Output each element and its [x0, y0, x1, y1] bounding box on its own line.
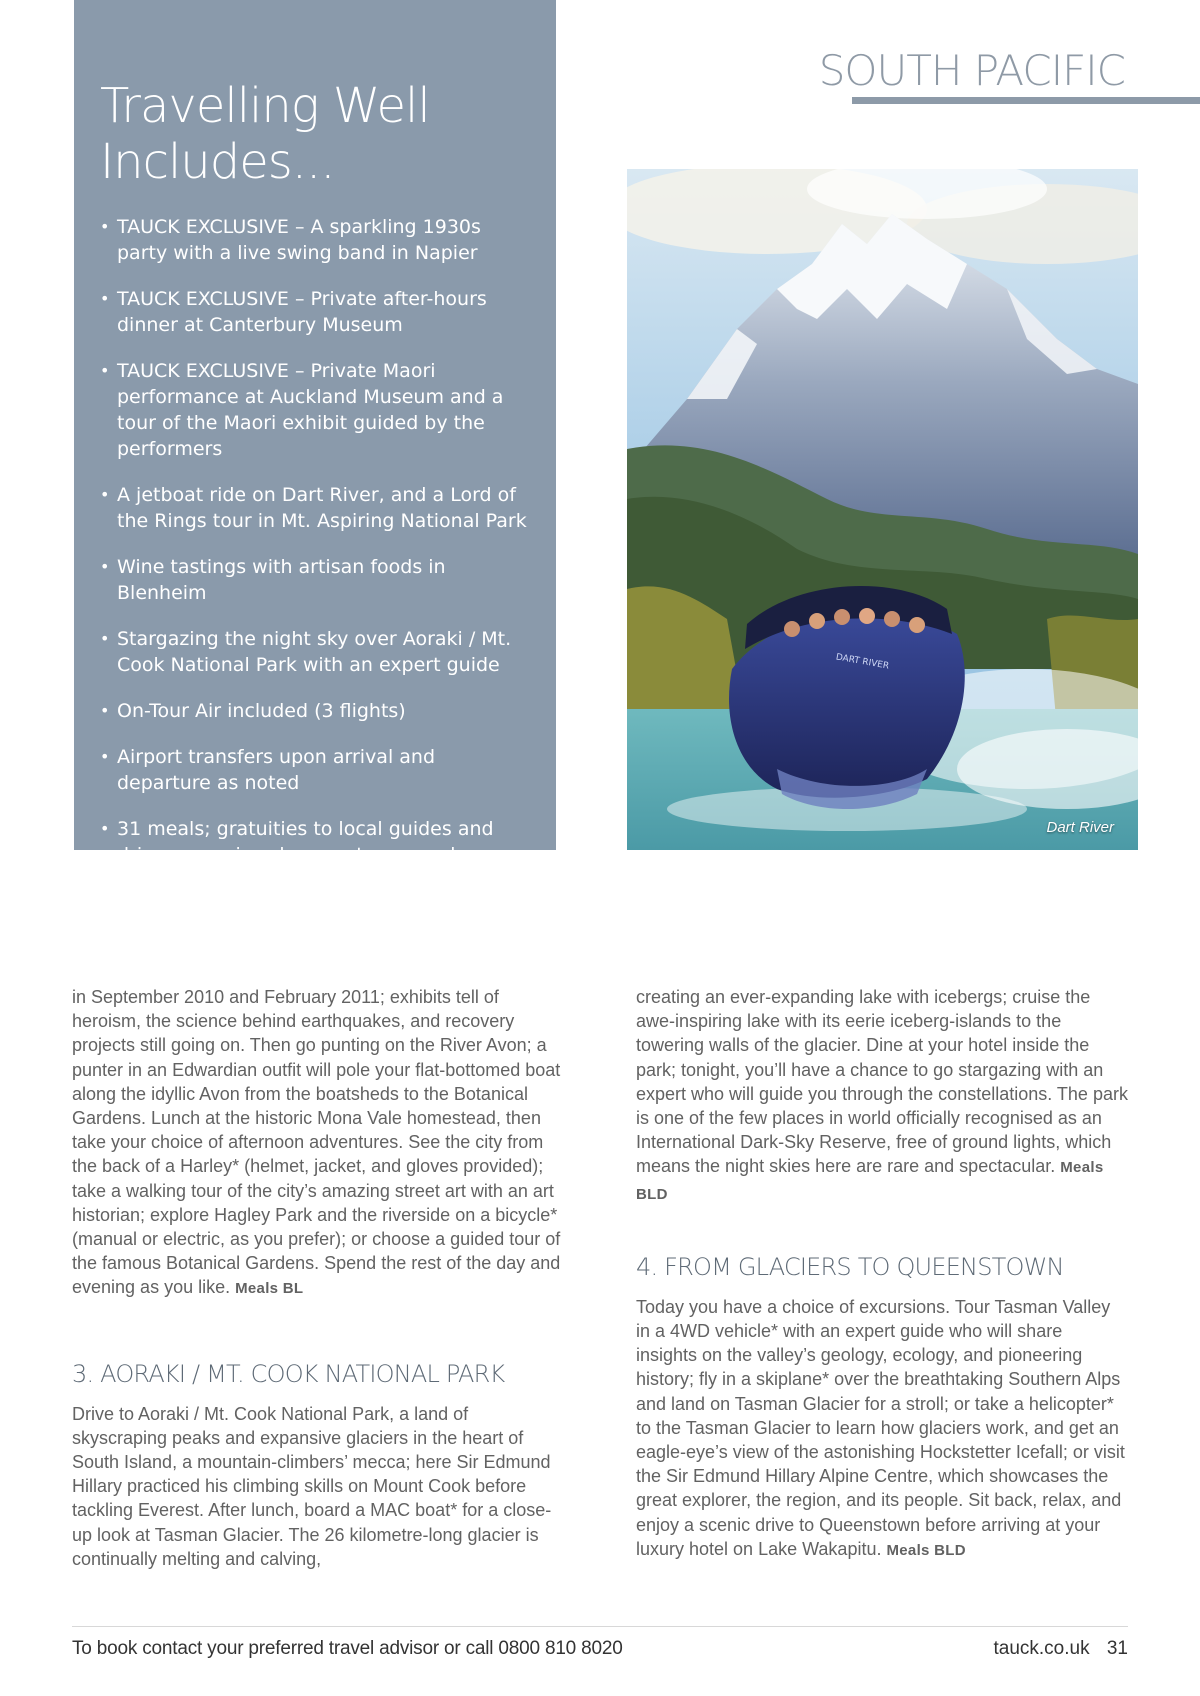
boat-hull-label: DART RIVER	[834, 652, 890, 672]
day-3-heading: 3. AORAKI / MT. COOK NATIONAL PARK	[72, 1359, 505, 1388]
includes-item: • TAUCK EXCLUSIVE – Private Maori performance at Auckland Museum and a tour of the Maori exhibit guided by the performers	[100, 358, 530, 462]
day-3-text: Drive to Aoraki / Mt. Cook National Park, a land of skyscraping peaks and expansive glaciers in the heart of South Island, a mountain-climbers’ mecca; here Sir Edmund Hillary practiced his climbing skills on Mount Cook before tackling Everest. After lunch, board a MAC boat* for a close-up look at Tasman Glacier. The 26 kilometre-long glacier is continually melting and calving,	[72, 1403, 552, 1569]
region-title: SOUTH PACIFIC	[818, 46, 1125, 95]
website-link[interactable]: tauck.co.uk	[993, 1638, 1090, 1659]
left-intro-paragraph	[72, 985, 564, 1302]
footer-right	[993, 1638, 1128, 1660]
footer-divider	[72, 1626, 1128, 1627]
footer-contact: To book contact your preferred travel advisor or call 0800 810 8020	[72, 1638, 623, 1659]
photo-caption: Dart River	[1046, 819, 1114, 836]
includes-title-line-1: Travelling Well	[100, 78, 430, 134]
right-column	[636, 985, 1128, 1563]
day-4-heading: 4. FROM GLACIERS TO QUEENSTOWN	[636, 1252, 1064, 1281]
includes-box	[74, 0, 556, 892]
includes-item: • Stargazing the night sky over Aoraki / Mt. Cook National Park with an expert guide	[100, 626, 530, 678]
includes-item: • TAUCK EXCLUSIVE – A sparkling 1930s party with a live swing band in Napier	[100, 214, 530, 266]
includes-item: • 31 meals; gratuities to local guides and drivers, service charges, taxes, and porterage	[100, 816, 530, 894]
meals-label: Meals BLD	[636, 1159, 1104, 1203]
includes-item: • Wine tastings with artisan foods in Blenheim	[100, 554, 530, 606]
meals-label: Meals BLD	[886, 1541, 966, 1559]
region-title-rule	[852, 97, 1200, 104]
includes-item: • Airport transfers upon arrival and departure as noted	[100, 744, 530, 796]
right-continued-text: creating an ever-expanding lake with icebergs; cruise the awe-inspiring lake with its eerie iceberg-islands to the towering walls of the glacier. Dine at your hotel inside the park; tonight, you’ll have a chance to go stargazing with an expert who will guide you through the constellations. The park is one of the few places in world officially recognised as an International Dark-Sky Reserve, free of ground lights, which means the night skies here are rare and spectacular.	[636, 987, 1128, 1177]
day-4-paragraph	[636, 1295, 1128, 1563]
day-4-text: Today you have a choice of excursions. Tour Tasman Valley in a 4WD vehicle* with an expert guide who will share insights on the valley’s geology, ecology, and pioneering history; fly in a skiplane* over the breathtaking Southern Alps and land on Tasman Glacier for a stroll; or take a helicopter* to the Tasman Glacier to learn how glaciers work, and get an eagle-eye’s view of the astonishing Hockstetter Icefall; or visit the Sir Edmund Hillary Alpine Centre, which showcases the great explorer, the region, and its people. Sit back, relax, and enjoy a scenic drive to Queenstown before arriving at your luxury hotel on Lake Wakapitu.	[636, 1296, 1125, 1559]
meals-label: Meals BL	[235, 1280, 304, 1298]
left-intro-text: in September 2010 and February 2011; exhibits tell of heroism, the science behind earthquakes, and recovery projects still going on. Then go punting on the River Avon; a punter in an Edwardian outfit will pole your flat-bottomed boat along the idyllic Avon from the boatsheds to the Botanical Gardens. Lunch at the historic Mona Vale homestead, then take your choice of afternoon adventures. See the city from the back of a Harley* (helmet, jacket, and gloves provided); take a walking tour of the city’s amazing street art with an art historian; explore Hagley Park and the riverside on a bicycle* (manual or electric, as you prefer); or choose a guided tour of the famous Botanical Gardens. Spend the rest of the day and evening as you like.	[72, 987, 561, 1298]
includes-title-line-2: Includes...	[100, 134, 335, 190]
right-continued-paragraph	[636, 985, 1128, 1207]
left-column	[72, 985, 564, 1571]
includes-item: • TAUCK EXCLUSIVE – Private after-hours dinner at Canterbury Museum	[100, 286, 530, 338]
page-number: 31	[1106, 1638, 1128, 1659]
includes-item: • On-Tour Air included (3 flights)	[100, 698, 530, 724]
dart-river-photo	[627, 169, 1138, 850]
includes-item: • A jetboat ride on Dart River, and a Lord of the Rings tour in Mt. Aspiring National Park	[100, 482, 530, 534]
includes-list	[100, 214, 530, 894]
jetboat-mountain-illustration	[627, 169, 1138, 850]
includes-title	[100, 78, 530, 190]
